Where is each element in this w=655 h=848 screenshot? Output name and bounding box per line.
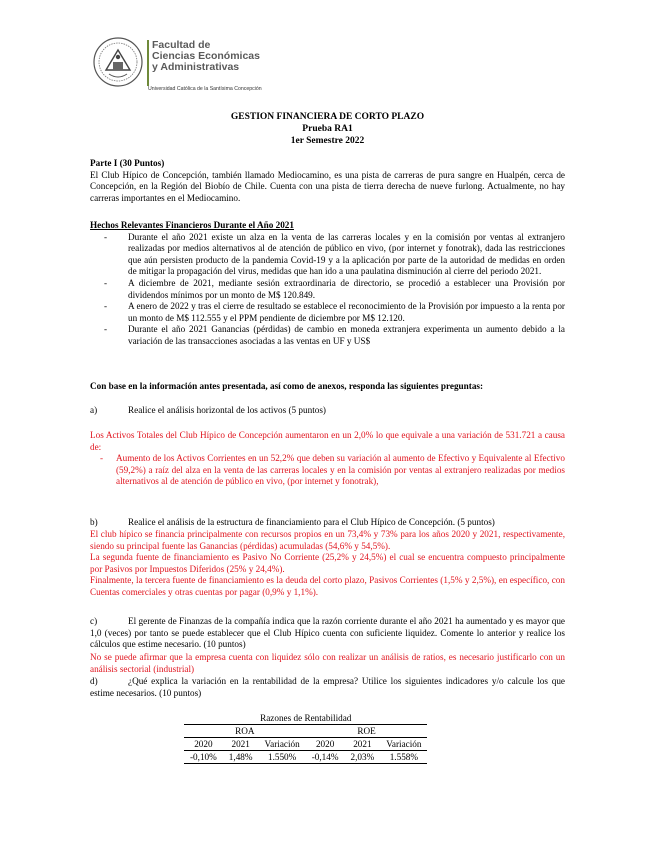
faculty-logo xyxy=(92,36,342,100)
instruction-text: Con base en la información antes presentada, así como de anexos, responda las siguientes preguntas xyxy=(90,381,480,391)
hechos-bullet-text: A diciembre de 2021, mediante sesión extraordinaria de directorio, se procedió a establecer una Provisión por dividendos mínimos por un monto de M$ 120.849. xyxy=(128,277,565,300)
table-header-cell: Variación xyxy=(380,738,427,751)
answer-b xyxy=(90,529,565,599)
table-header-cell: 2020 xyxy=(184,738,223,751)
university-name: Universidad Católica de la Santísima Concepción xyxy=(148,86,262,92)
table-header-row xyxy=(184,738,427,751)
table-cell: -0,10% xyxy=(184,751,223,764)
table-header-cell: 2020 xyxy=(306,738,345,751)
answer-b-paragraph: La segunda fuente de financiamiento es Pasivo No Corriente (25,2% y 24,5%) el cual se encuentra compuesto principalmente por Pasivos por Impuestos Diferidos (25% y 24,4%). xyxy=(90,552,565,574)
table-group-roe: ROE xyxy=(306,725,428,738)
hechos-bullet-text: A enero de 2022 y tras el cierre de resultado se establece el reconocimiento de la Provisión por impuesto a la renta por un monto de M$ 112.555 y el PPM pendiente de diciembre por M$ 12.120. xyxy=(128,301,565,323)
question-a-label: a) xyxy=(90,405,98,415)
answer-a xyxy=(90,430,565,488)
table-caption: Razones de Rentabilidad xyxy=(184,712,427,725)
answer-b-paragraph: Finalmente, la tercera fuente de financiamiento es la deuda del corto plazo, Pasivos Corrientes (1,5% y 2,5%), en específico, con Cuentas comerciales y otras cuentas por pagar (0,9% y 1,1%). xyxy=(90,575,565,597)
answer-a-text: Los Activos Totales del Club Hípico de Concepción aumentaron en un 2,0% lo que equivale a una variación de 531.721 a causa de: xyxy=(90,430,565,452)
table-caption-row xyxy=(184,712,427,725)
rentabilidad-table xyxy=(184,712,427,764)
table-group-row xyxy=(184,725,427,738)
faculty-line-2: Ciencias Económicas xyxy=(152,50,260,62)
question-a-text: Realice el análisis horizontal de los activos (5 puntos) xyxy=(128,405,326,415)
document-subtitle: Prueba RA1 xyxy=(302,124,353,134)
parte1-text: El Club Hípico de Concepción, también llamado Mediocamino, es una pista de carreras de pura sangre en Hualpén, cerca de Concepción, en la Región del Biobío de Chile. Cuenta con una pista de tierra derecha de nueve furlong. Actualmente, no hay carreras importantes en el Mediocamino. xyxy=(90,169,565,203)
table-cell: 1.550% xyxy=(259,751,306,764)
table-header-cell: 2021 xyxy=(345,738,381,751)
hechos-bullet: - Durante el año 2021 existe un alza en la venta de las carreras locales y en la comisión por ventas al extranjero realizadas por medios alternativos al de atención de público en vivo, (por internet y fonotrak), dada las restricciones que aún persisten producto de la pandemia Covid-19 y a la aplicación por parte de la autoridad de medidas en orden de mitigar la propagación del virus, medidas que han ido a una paulatina disminución al cierre del periodo 2021. xyxy=(104,231,565,277)
question-d-text: ¿Qué explica la variación en la rentabilidad de la empresa? Utilice los siguientes indicadores y/o calcule los que estime necesarios. (10 puntos) xyxy=(90,676,565,698)
document-semester: 1er Semestre 2022 xyxy=(290,136,365,146)
table-cell: 1,48% xyxy=(223,751,259,764)
hechos-bullet-text: Durante el año 2021 Ganancias (pérdidas) de cambio en moneda extranjera experimenta un aumento debido a la variación de las transacciones asociadas a las ventas en UF y US$ xyxy=(128,324,565,346)
answer-a-bullet-text: Aumento de los Activos Corrientes en un 52,2% que deben su variación al aumento de Efectivo y Equivalente al Efectivo (59,2%) a raíz del alza en la venta de las carreras locales y en la comisión por ventas al extranjero realizadas por medios alternativos al de atención de público en vivo, (por internet y fonotrak), xyxy=(116,453,565,487)
instruction: Con base en la información antes presentada, así como de anexos, responda las siguientes preguntas: xyxy=(90,381,484,391)
question-c-text: El gerente de Finanzas de la compañía indica que la razón corriente durante el año 2021 ha aumentado y es mayor que 1,0 (veces) por tanto se puede establecer que el Club Hípico cuenta con suficiente liquidez. Comente lo anterior y realice los cálculos que estime necesario. (10 puntos) xyxy=(90,616,565,650)
logo-divider xyxy=(147,40,149,86)
answer-c-text: No se puede afirmar que la empresa cuenta con liquidez sólo con realizar un análisis de ratios, es necesario justificarlo con un análisis sectorial (industrial) xyxy=(90,652,565,674)
table-row xyxy=(184,751,427,764)
document-title: GESTION FINANCIERA DE CORTO PLAZO xyxy=(230,112,425,122)
hechos-bullet-text: Durante el año 2021 existe un alza en la venta de las carreras locales y en la comisión por ventas al extranjero realizadas por medios alternativos al de atención de público en vivo, (por internet y fonotrak), dada las restricciones que aún persisten producto de la pandemia Covid-19 y a la aplicación por parte de la autoridad de medidas en orden de mitigar la propagación del virus, medidas que han ido a una paulatina disminución al cierre del periodo 2021. xyxy=(128,231,565,277)
question-c xyxy=(90,616,565,651)
question-d-label: d) xyxy=(90,676,98,686)
faculty-name xyxy=(152,40,260,73)
answer-b-paragraph: El club hípico se financia principalmente con recursos propios en un 73,4% y 73% para los años 2020 y 2021, respectivamente, siendo su principal fuente las Ganancias (pérdidas) acumuladas (54,6% y 54,5%). xyxy=(90,529,565,551)
table-header-cell: 2021 xyxy=(223,738,259,751)
question-c-label: c) xyxy=(90,616,98,626)
table-cell: 1.558% xyxy=(380,751,427,764)
table-group-roa: ROA xyxy=(184,725,306,738)
question-b-text: Realice el análisis de la estructura de financiamiento para el Club Hípico de Concepción. (5 puntos) xyxy=(128,517,495,527)
faculty-line-1: Facultad de xyxy=(152,39,211,51)
question-d xyxy=(90,676,565,699)
table-cell: -0,14% xyxy=(306,751,345,764)
answer-c xyxy=(90,652,565,675)
parte1-heading: Parte I (30 Puntos) xyxy=(90,158,165,168)
question-b xyxy=(90,517,565,529)
answer-a-bullet: - Aumento de los Activos Corrientes en un 52,2% que deben su variación al aumento de Efectivo y Equivalente al Efectivo (59,2%) a raíz del alza en la venta de las carreras locales y en la comisión por ventas al extranjero realizadas por medios alternativos al de atención de público en vivo, (por internet y fonotrak), xyxy=(100,453,565,487)
university-seal-icon xyxy=(92,36,144,88)
hechos-heading: Hechos Relevantes Financieros Durante el Año 2021 xyxy=(90,220,294,230)
hechos-bullet: - A diciembre de 2021, mediante sesión extraordinaria de directorio, se procedió a establecer una Provisión por dividendos mínimos por un monto de M$ 120.849. xyxy=(104,277,565,300)
question-a xyxy=(90,405,565,417)
table-cell: 2,03% xyxy=(345,751,381,764)
hechos-bullet: - A enero de 2022 y tras el cierre de resultado se establece el reconocimiento de la Provisión por impuesto a la renta por un monto de M$ 112.555 y el PPM pendiente de diciembre por M$ 12.120. xyxy=(104,301,565,323)
hechos-bullet: - Durante el año 2021 Ganancias (pérdidas) de cambio en moneda extranjera experimenta un aumento debido a la variación de las transacciones asociadas a las ventas en UF y US$ xyxy=(104,324,565,346)
hechos-section xyxy=(90,220,565,348)
faculty-line-3: y Administrativas xyxy=(152,61,240,73)
table-header-cell: Variación xyxy=(259,738,306,751)
question-b-label: b) xyxy=(90,517,98,527)
parte1-section xyxy=(90,158,565,204)
